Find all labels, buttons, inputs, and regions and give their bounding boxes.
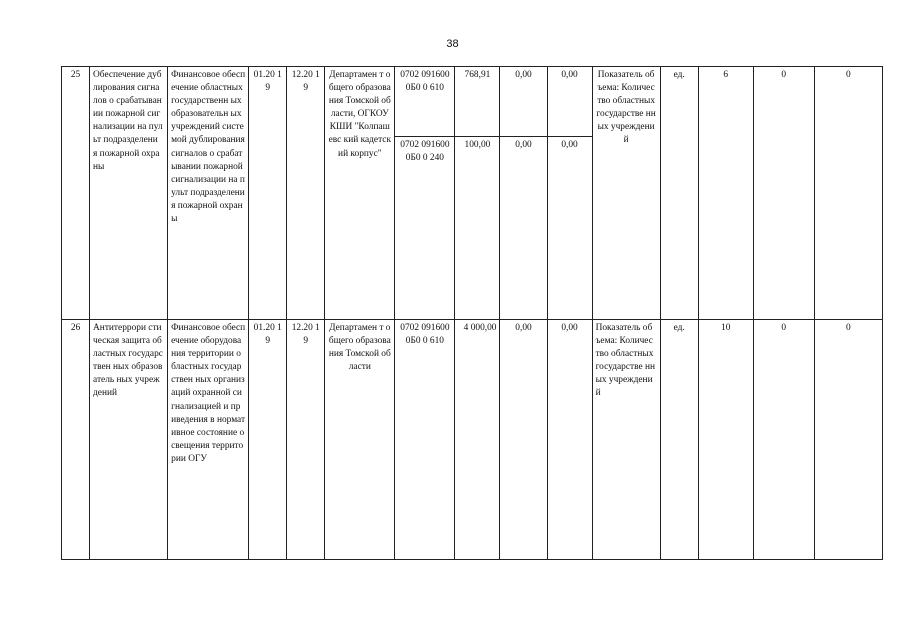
program-table	[61, 66, 883, 560]
page-number: 38	[446, 38, 459, 50]
end-date: 12.20 19	[287, 320, 325, 560]
amount-year3: 0,00	[547, 137, 592, 320]
indicator-value-2: 0	[753, 320, 814, 560]
amount-year2: 0,00	[500, 320, 547, 560]
indicator-value-1: 6	[698, 67, 753, 320]
budget-code: 0702 0916000Б0 0 240	[395, 137, 455, 320]
indicator: Показатель объема: Количество областных государстве нных учреждений	[592, 67, 660, 320]
budget-code: 0702 0916000Б0 0 610	[395, 67, 455, 137]
indicator-value-3: 0	[814, 320, 882, 560]
indicator: Показатель объема: Количество областных государстве нных учреждений	[592, 320, 660, 560]
indicator-value-1: 10	[698, 320, 753, 560]
task-name: Обеспечение дублирования сигналов о срабатывании пожарной сигнализации на пульт подразделени я пожарной охраны	[90, 67, 168, 320]
amount-total: 4 000,00	[455, 320, 500, 560]
measure-description: Финансовое обеспечение областных государственн ых образовательн ых учреждений системой дублирования сигналов о срабатывании пожарной сигнализации на пульт подразделения пожарной охраны	[168, 67, 249, 320]
budget-code: 0702 0916000Б0 0 610	[395, 320, 455, 560]
amount-year2: 0,00	[500, 67, 547, 137]
measure-description: Финансовое обеспечение оборудования территории областных государствен ных организаций охранной сигнализацией и приведения в нормативное состояние освещения территории ОГУ	[168, 320, 249, 560]
amount-total: 768,91	[455, 67, 500, 137]
executor: Департамен т общего образования Томской области, ОГКОУ КШИ "Колпашевс кий кадетский корпус"	[325, 67, 395, 320]
row-number: 25	[62, 67, 90, 320]
indicator-value-3: 0	[814, 67, 882, 320]
unit: ед.	[660, 320, 698, 560]
executor: Департамен т общего образования Томской области	[325, 320, 395, 560]
task-name: Антитеррори стическая защита областных государствен ных образователь ных учреждений	[90, 320, 168, 560]
table-row	[62, 67, 883, 137]
unit: ед.	[660, 67, 698, 320]
indicator-value-2: 0	[753, 67, 814, 320]
end-date: 12.20 19	[287, 67, 325, 320]
amount-year3: 0,00	[547, 67, 592, 137]
amount-year3: 0,00	[547, 320, 592, 560]
amount-year2: 0,00	[500, 137, 547, 320]
start-date: 01.20 19	[249, 320, 287, 560]
table-row	[62, 320, 883, 560]
amount-total: 100,00	[455, 137, 500, 320]
start-date: 01.20 19	[249, 67, 287, 320]
row-number: 26	[62, 320, 90, 560]
